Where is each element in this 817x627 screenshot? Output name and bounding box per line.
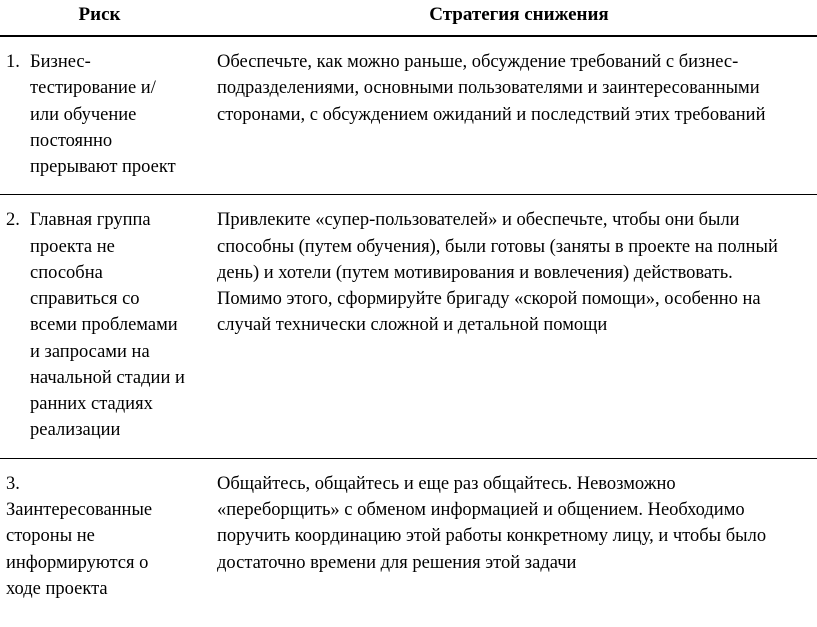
table-row [0, 458, 817, 616]
column-header-strategy: Стратегия снижения [213, 0, 817, 36]
strategy-cell: Обеспечьте, как можно раньше, обсуждение требований с бизнес-подразделениями, основными пользователями и заинтересованными сторонами, с обсуждением ожиданий и последствий этих требований [213, 36, 817, 195]
table-header-row [0, 0, 817, 36]
risk-cell [0, 36, 213, 195]
column-header-risk: Риск [0, 0, 213, 36]
risk-cell [0, 458, 213, 616]
row-number: 3. [6, 473, 20, 494]
row-number: 2. [6, 210, 20, 231]
row-number: 1. [6, 52, 20, 72]
table-row [0, 36, 817, 195]
risk-cell [0, 195, 213, 458]
table-header [0, 0, 817, 36]
table-body [0, 36, 817, 616]
risk-text: Заинтересованные стороны не информируются о ходе проекта [6, 499, 153, 599]
risk-text: Главная группа проекта не способна справиться со всеми проблемами и запросами на начальной стадии и ранних стадиях реализации [30, 210, 185, 441]
table-row [0, 195, 817, 458]
strategy-cell: Привлеките «супер-пользователей» и обеспечьте, чтобы они были способны (путем обучения), были готовы (заняты в проекте на полный день) и хотели (путем мотивирования и вовлечения) действовать. Помимо этого, сформируйте бригаду «скорой помощи», особенно на случай технически сложной и детальной помощи [213, 195, 817, 458]
risk-text: Бизнес-тестирование и/или обучение постоянно прерывают проект [30, 52, 176, 178]
strategy-cell: Общайтесь, общайтесь и еще раз общайтесь. Невозможно «переборщить» с обменом информацией и общением. Необходимо поручить координацию этой работы конкретному лицу, и чтобы было достаточно времени для решения этой задачи [217, 473, 767, 573]
